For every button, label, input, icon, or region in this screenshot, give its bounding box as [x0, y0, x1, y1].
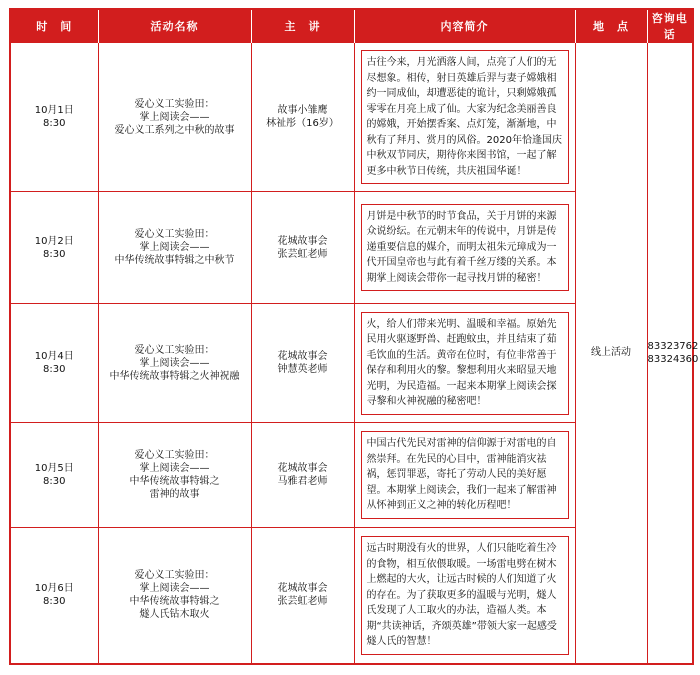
row-intro: 火，给人们带来光明、温暖和幸福。原始先民用火驱逐野兽、赶跑蚊虫，并且结束了茹毛饮血的生活。黄帝在位时，有位非常善于保存和利用火的黎。黎想利用火来昭显天地光明，为民造福。一起来本期掌上阅读会探寻黎和火神祝融的秘密吧！: [361, 312, 569, 415]
row-speaker: 故事小雏鹰 林祉彤（16岁）: [251, 43, 354, 192]
row-activity-name: 爱心义工实验田： 掌上阅读会—— 中华传统故事特辑之火神祝融: [98, 304, 251, 423]
header-speaker: 主 讲: [251, 9, 354, 43]
row-speaker: 花城故事会 张芸虹老师: [251, 192, 354, 304]
row-time: 10月4日 8:30: [10, 304, 98, 423]
row-speaker: 花城故事会 马雅君老师: [251, 423, 354, 528]
header-time: 时 间: [10, 9, 98, 43]
row-intro: 月饼是中秋节的时节食品，关于月饼的来源众说纷纭。在元朝末年的传说中，月饼是传递重要信息的媒介，而明太祖朱元璋成为一代开国皇帝也与此有着千丝万缕的关系。本期掌上阅读会带你一起寻找月饼的秘密！: [361, 204, 569, 292]
row-speaker: 花城故事会 张芸虹老师: [251, 528, 354, 664]
row-time: 10月1日 8:30: [10, 43, 98, 192]
table-row: [10, 43, 693, 192]
table-header-row: [10, 9, 693, 43]
row-activity-name: 爱心义工实验田： 掌上阅读会—— 中华传统故事特辑之中秋节: [98, 192, 251, 304]
row-time: 10月2日 8:30: [10, 192, 98, 304]
row-intro: 中国古代先民对雷神的信仰源于对雷电的自然崇拜。在先民的心目中，雷神能消灾祛祸，惩罚罪恶，寄托了劳动人民的美好愿望。本期掌上阅读会，我们一起来了解雷神从怀神到正义之神的转化历程吧！: [361, 431, 569, 519]
row-activity-name: 爱心义工实验田： 掌上阅读会—— 爱心义工系列之中秋的故事: [98, 43, 251, 192]
row-time: 10月5日 8:30: [10, 423, 98, 528]
header-location: 地 点: [575, 9, 647, 43]
location-cell: 线上活动: [575, 43, 647, 664]
header-phone: 咨询电话: [647, 9, 693, 43]
row-activity-name: 爱心义工实验田： 掌上阅读会—— 中华传统故事特辑之 雷神的故事: [98, 423, 251, 528]
row-intro: 古往今来，月光洒落人间，点亮了人们的无尽想象。相传，射日英雄后羿与妻子嫦娥相约一同成仙，却遭恶徒的诡计，只剩嫦娥孤零零在月亮上成了仙。大家为纪念美丽善良的嫦娥，开始摆香案、点灯笼，渐渐地，中秋有了拜月、赏月的风俗。2020年恰逢国庆中秋双节同庆，期待你来图书馆，一起了解更多中秋节日传统，共庆祖国华诞！: [361, 50, 569, 184]
header-intro: 内容简介: [354, 9, 575, 43]
header-activity-name: 活动名称: [98, 9, 251, 43]
activity-schedule-table: [9, 8, 699, 665]
row-speaker: 花城故事会 钟慧英老师: [251, 304, 354, 423]
row-activity-name: 爱心义工实验田： 掌上阅读会—— 中华传统故事特辑之 燧人氏钻木取火: [98, 528, 251, 664]
row-intro: 远古时期没有火的世界，人们只能吃着生冷的食物，相互依偎取暖。一场雷电劈在树木上燃起的大火，让远古时候的人们知道了火的存在。为了获取更多的温暖与光明，燧人氏发现了人工取火的办法，造福人类。本期“共读神话，齐颂英雄”带领大家一起感受燧人氏的智慧！: [361, 536, 569, 655]
phone-cell: 83323762 83324360: [647, 43, 693, 664]
row-time: 10月6日 8:30: [10, 528, 98, 664]
